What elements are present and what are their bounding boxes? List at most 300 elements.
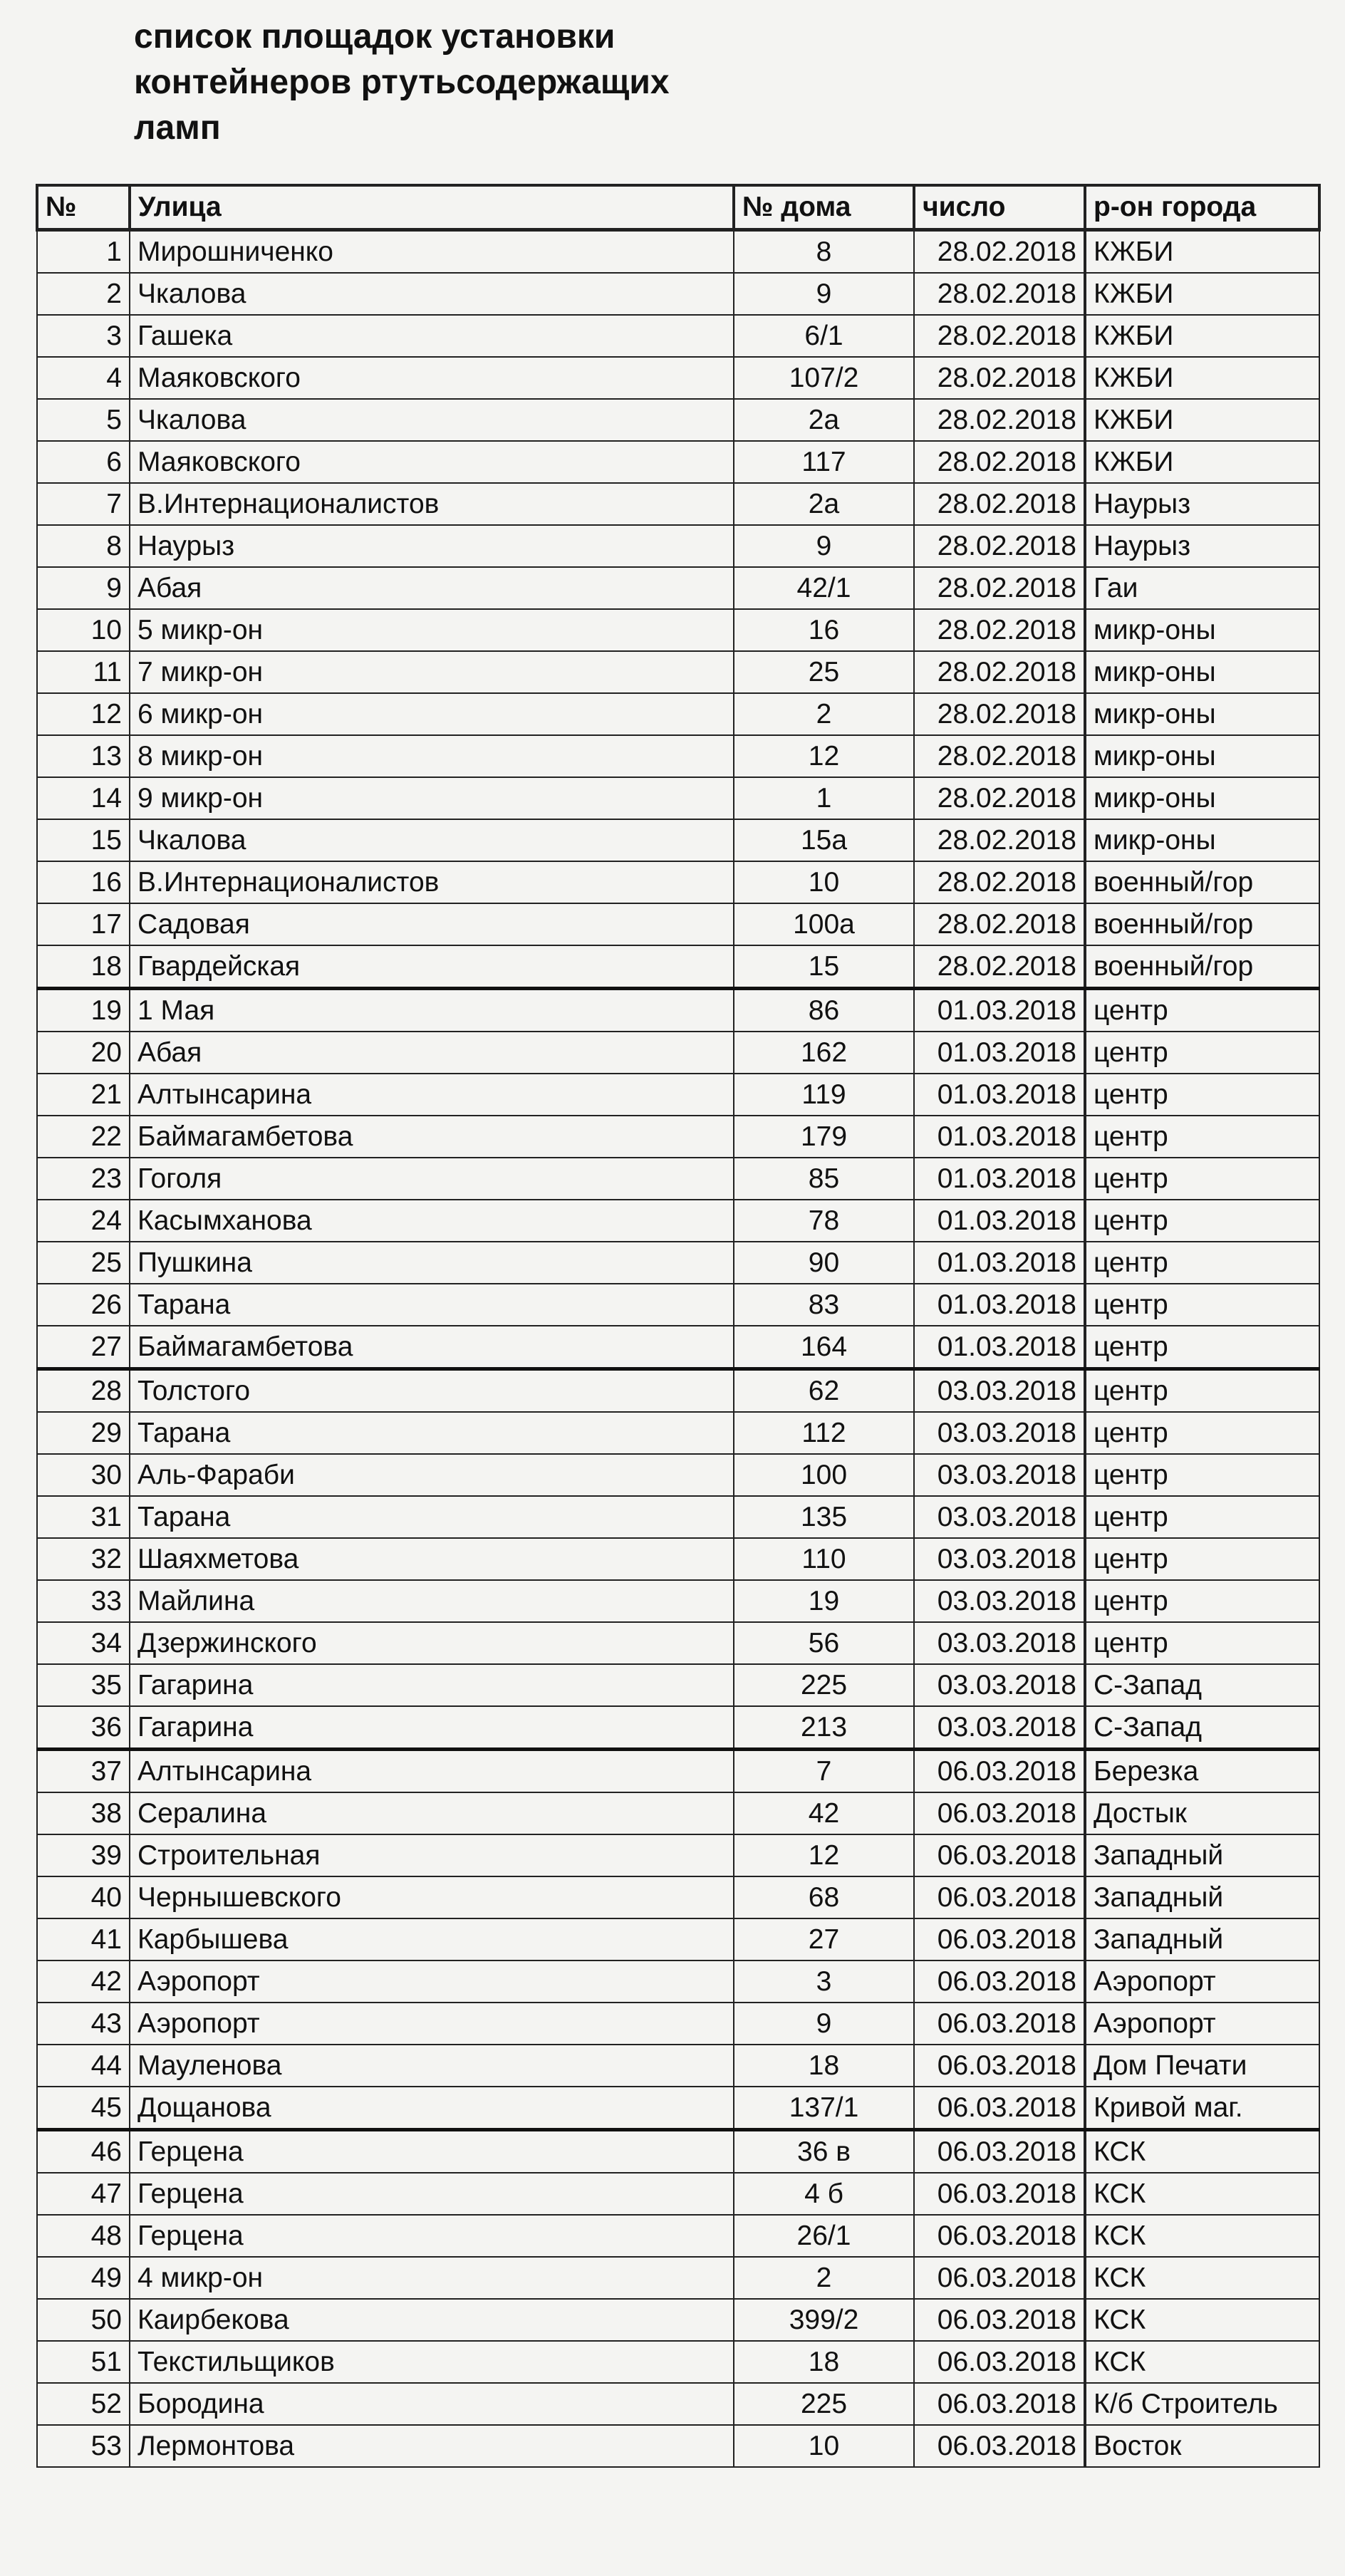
row-number: 31 — [37, 1496, 130, 1538]
date-cell: 28.02.2018 — [914, 273, 1085, 315]
street-name: Гагарина — [130, 1706, 734, 1750]
house-number: 107/2 — [734, 357, 914, 399]
street-name: Алтынсарина — [130, 1750, 734, 1793]
row-number: 1 — [37, 230, 130, 274]
house-number: 62 — [734, 1369, 914, 1413]
house-number: 18 — [734, 2341, 914, 2383]
row-number: 25 — [37, 1242, 130, 1284]
district-cell: центр — [1085, 1454, 1319, 1496]
row-number: 5 — [37, 399, 130, 441]
district-cell: Аэропорт — [1085, 2003, 1319, 2045]
street-name: Чкалова — [130, 399, 734, 441]
street-name: Гагарина — [130, 1664, 734, 1706]
date-cell: 01.03.2018 — [914, 1200, 1085, 1242]
district-cell: КЖБИ — [1085, 230, 1319, 274]
sites-table — [36, 184, 1321, 2468]
column-header-street: Улица — [130, 185, 734, 230]
column-header-date: число — [914, 185, 1085, 230]
date-cell: 28.02.2018 — [914, 525, 1085, 567]
row-number: 22 — [37, 1116, 130, 1158]
house-number: 56 — [734, 1622, 914, 1664]
house-number: 135 — [734, 1496, 914, 1538]
row-number: 21 — [37, 1074, 130, 1116]
street-name: Шаяхметова — [130, 1538, 734, 1580]
district-cell: С-Запад — [1085, 1664, 1319, 1706]
table-row — [37, 861, 1319, 903]
district-cell: КСК — [1085, 2299, 1319, 2341]
date-cell: 06.03.2018 — [914, 2299, 1085, 2341]
row-number: 27 — [37, 1326, 130, 1369]
table-row — [37, 2003, 1319, 2045]
row-number: 9 — [37, 567, 130, 609]
district-cell: военный/гор — [1085, 945, 1319, 989]
district-cell: КЖБИ — [1085, 315, 1319, 357]
row-number: 33 — [37, 1580, 130, 1622]
district-cell: КЖБИ — [1085, 273, 1319, 315]
table-row — [37, 1538, 1319, 1580]
street-name: Гвардейская — [130, 945, 734, 989]
street-name: Мирошниченко — [130, 230, 734, 274]
district-cell: микр-оны — [1085, 819, 1319, 861]
table-row — [37, 1664, 1319, 1706]
row-number: 7 — [37, 483, 130, 525]
date-cell: 28.02.2018 — [914, 777, 1085, 819]
house-number: 3 — [734, 1960, 914, 2003]
district-cell: КЖБИ — [1085, 357, 1319, 399]
date-cell: 01.03.2018 — [914, 1032, 1085, 1074]
district-cell: центр — [1085, 1496, 1319, 1538]
street-name: Алтынсарина — [130, 1074, 734, 1116]
table-row — [37, 1876, 1319, 1918]
house-number: 16 — [734, 609, 914, 651]
row-number: 10 — [37, 609, 130, 651]
date-cell: 06.03.2018 — [914, 2425, 1085, 2467]
row-number: 40 — [37, 1876, 130, 1918]
row-number: 26 — [37, 1284, 130, 1326]
district-cell: Дом Печати — [1085, 2045, 1319, 2087]
table-row — [37, 399, 1319, 441]
table-row — [37, 2045, 1319, 2087]
house-number: 42 — [734, 1792, 914, 1834]
house-number: 6/1 — [734, 315, 914, 357]
row-number: 38 — [37, 1792, 130, 1834]
street-name: 9 микр-он — [130, 777, 734, 819]
house-number: 2 — [734, 693, 914, 735]
table-row — [37, 945, 1319, 989]
house-number: 2а — [734, 399, 914, 441]
date-cell: 06.03.2018 — [914, 2257, 1085, 2299]
date-cell: 28.02.2018 — [914, 819, 1085, 861]
table-row — [37, 357, 1319, 399]
table-row — [37, 273, 1319, 315]
row-number: 12 — [37, 693, 130, 735]
date-cell: 28.02.2018 — [914, 399, 1085, 441]
street-name: Касымханова — [130, 1200, 734, 1242]
table-row — [37, 609, 1319, 651]
house-number: 100а — [734, 903, 914, 945]
house-number: 9 — [734, 2003, 914, 2045]
date-cell: 01.03.2018 — [914, 1074, 1085, 1116]
table-row — [37, 903, 1319, 945]
street-name: Мауленова — [130, 2045, 734, 2087]
date-cell: 03.03.2018 — [914, 1664, 1085, 1706]
row-number: 19 — [37, 989, 130, 1032]
street-name: Гоголя — [130, 1158, 734, 1200]
house-number: 112 — [734, 1412, 914, 1454]
table-row — [37, 2215, 1319, 2257]
table-row — [37, 2425, 1319, 2467]
date-cell: 06.03.2018 — [914, 2130, 1085, 2174]
date-cell: 06.03.2018 — [914, 1834, 1085, 1876]
table-row — [37, 1622, 1319, 1664]
district-cell: КСК — [1085, 2341, 1319, 2383]
date-cell: 28.02.2018 — [914, 567, 1085, 609]
street-name: Лермонтова — [130, 2425, 734, 2467]
date-cell: 03.03.2018 — [914, 1412, 1085, 1454]
house-number: 9 — [734, 273, 914, 315]
house-number: 4 б — [734, 2173, 914, 2215]
district-cell: центр — [1085, 1242, 1319, 1284]
district-cell: микр-оны — [1085, 735, 1319, 777]
district-cell: Западный — [1085, 1918, 1319, 1960]
street-name: Тарана — [130, 1496, 734, 1538]
row-number: 32 — [37, 1538, 130, 1580]
date-cell: 06.03.2018 — [914, 2087, 1085, 2130]
house-number: 15 — [734, 945, 914, 989]
house-number: 90 — [734, 1242, 914, 1284]
street-name: 8 микр-он — [130, 735, 734, 777]
street-name: Герцена — [130, 2173, 734, 2215]
page-title — [134, 14, 747, 151]
street-name: Гашека — [130, 315, 734, 357]
row-number: 43 — [37, 2003, 130, 2045]
district-cell: Аэропорт — [1085, 1960, 1319, 2003]
district-cell: Западный — [1085, 1834, 1319, 1876]
date-cell: 28.02.2018 — [914, 441, 1085, 483]
house-number: 10 — [734, 861, 914, 903]
district-cell: КЖБИ — [1085, 441, 1319, 483]
table-row — [37, 1750, 1319, 1793]
house-number: 68 — [734, 1876, 914, 1918]
house-number: 7 — [734, 1750, 914, 1793]
street-name: 5 микр-он — [130, 609, 734, 651]
district-cell: центр — [1085, 1158, 1319, 1200]
district-cell: центр — [1085, 1580, 1319, 1622]
street-name: Аэропорт — [130, 2003, 734, 2045]
table-row — [37, 2341, 1319, 2383]
house-number: 100 — [734, 1454, 914, 1496]
date-cell: 06.03.2018 — [914, 2003, 1085, 2045]
street-name: Тарана — [130, 1284, 734, 1326]
row-number: 48 — [37, 2215, 130, 2257]
house-number: 86 — [734, 989, 914, 1032]
house-number: 119 — [734, 1074, 914, 1116]
date-cell: 06.03.2018 — [914, 1792, 1085, 1834]
district-cell: Достык — [1085, 1792, 1319, 1834]
date-cell: 28.02.2018 — [914, 861, 1085, 903]
street-name: В.Интернационалистов — [130, 861, 734, 903]
house-number: 213 — [734, 1706, 914, 1750]
district-cell: С-Запад — [1085, 1706, 1319, 1750]
date-cell: 01.03.2018 — [914, 989, 1085, 1032]
house-number: 164 — [734, 1326, 914, 1369]
date-cell: 28.02.2018 — [914, 903, 1085, 945]
house-number: 9 — [734, 525, 914, 567]
row-number: 8 — [37, 525, 130, 567]
house-number: 26/1 — [734, 2215, 914, 2257]
house-number: 10 — [734, 2425, 914, 2467]
street-name: Баймагамбетова — [130, 1116, 734, 1158]
district-cell: Березка — [1085, 1750, 1319, 1793]
district-cell: микр-оны — [1085, 651, 1319, 693]
table-row — [37, 1242, 1319, 1284]
date-cell: 01.03.2018 — [914, 1242, 1085, 1284]
row-number: 2 — [37, 273, 130, 315]
district-cell: центр — [1085, 1369, 1319, 1413]
house-number: 83 — [734, 1284, 914, 1326]
table-row — [37, 1032, 1319, 1074]
district-cell: центр — [1085, 1200, 1319, 1242]
title-line: контейнеров ртутьсодержащих — [134, 63, 670, 101]
table-row — [37, 735, 1319, 777]
column-header-number: № — [37, 185, 130, 230]
table-row — [37, 1496, 1319, 1538]
date-cell: 28.02.2018 — [914, 315, 1085, 357]
house-number: 36 в — [734, 2130, 914, 2174]
house-number: 137/1 — [734, 2087, 914, 2130]
house-number: 2а — [734, 483, 914, 525]
title-line: список площадок установки — [134, 18, 616, 56]
district-cell: КСК — [1085, 2173, 1319, 2215]
street-name: Герцена — [130, 2215, 734, 2257]
date-cell: 06.03.2018 — [914, 1876, 1085, 1918]
house-number: 8 — [734, 230, 914, 274]
table-row — [37, 1116, 1319, 1158]
date-cell: 03.03.2018 — [914, 1538, 1085, 1580]
row-number: 11 — [37, 651, 130, 693]
house-number: 162 — [734, 1032, 914, 1074]
house-number: 19 — [734, 1580, 914, 1622]
house-number: 117 — [734, 441, 914, 483]
table-row — [37, 777, 1319, 819]
date-cell: 28.02.2018 — [914, 735, 1085, 777]
house-number: 1 — [734, 777, 914, 819]
street-name: Садовая — [130, 903, 734, 945]
date-cell: 06.03.2018 — [914, 2215, 1085, 2257]
table-row — [37, 441, 1319, 483]
district-cell: Западный — [1085, 1876, 1319, 1918]
district-cell: центр — [1085, 1412, 1319, 1454]
table-row — [37, 2257, 1319, 2299]
district-cell: центр — [1085, 989, 1319, 1032]
street-name: Каирбекова — [130, 2299, 734, 2341]
district-cell: центр — [1085, 1116, 1319, 1158]
date-cell: 28.02.2018 — [914, 357, 1085, 399]
row-number: 46 — [37, 2130, 130, 2174]
district-cell: КСК — [1085, 2215, 1319, 2257]
row-number: 42 — [37, 1960, 130, 2003]
table-row — [37, 1284, 1319, 1326]
district-cell: центр — [1085, 1538, 1319, 1580]
date-cell: 06.03.2018 — [914, 1960, 1085, 2003]
district-cell: КЖБИ — [1085, 399, 1319, 441]
date-cell: 06.03.2018 — [914, 2045, 1085, 2087]
street-name: Аль-Фараби — [130, 1454, 734, 1496]
row-number: 41 — [37, 1918, 130, 1960]
row-number: 23 — [37, 1158, 130, 1200]
house-number: 12 — [734, 735, 914, 777]
table-row — [37, 567, 1319, 609]
street-name: Текстильщиков — [130, 2341, 734, 2383]
row-number: 24 — [37, 1200, 130, 1242]
street-name: Герцена — [130, 2130, 734, 2174]
table-row — [37, 2087, 1319, 2130]
date-cell: 03.03.2018 — [914, 1369, 1085, 1413]
row-number: 29 — [37, 1412, 130, 1454]
row-number: 30 — [37, 1454, 130, 1496]
table-row — [37, 819, 1319, 861]
table-row — [37, 2383, 1319, 2425]
street-name: 4 микр-он — [130, 2257, 734, 2299]
street-name: Дзержинского — [130, 1622, 734, 1664]
street-name: В.Интернационалистов — [130, 483, 734, 525]
table-row — [37, 315, 1319, 357]
table-row — [37, 1158, 1319, 1200]
street-name: Пушкина — [130, 1242, 734, 1284]
table-row — [37, 1369, 1319, 1413]
street-name: 1 Мая — [130, 989, 734, 1032]
row-number: 50 — [37, 2299, 130, 2341]
table-row — [37, 1918, 1319, 1960]
street-name: Толстого — [130, 1369, 734, 1413]
table-row — [37, 1326, 1319, 1369]
date-cell: 01.03.2018 — [914, 1326, 1085, 1369]
row-number: 47 — [37, 2173, 130, 2215]
street-name: Баймагамбетова — [130, 1326, 734, 1369]
street-name: 7 микр-он — [130, 651, 734, 693]
date-cell: 28.02.2018 — [914, 651, 1085, 693]
street-name: Наурыз — [130, 525, 734, 567]
district-cell: центр — [1085, 1074, 1319, 1116]
row-number: 39 — [37, 1834, 130, 1876]
row-number: 14 — [37, 777, 130, 819]
house-number: 225 — [734, 2383, 914, 2425]
table-row — [37, 1580, 1319, 1622]
street-name: Дощанова — [130, 2087, 734, 2130]
row-number: 13 — [37, 735, 130, 777]
street-name: Бородина — [130, 2383, 734, 2425]
date-cell: 06.03.2018 — [914, 2383, 1085, 2425]
street-name: Чернышевского — [130, 1876, 734, 1918]
table-row — [37, 1834, 1319, 1876]
street-name: Чкалова — [130, 819, 734, 861]
row-number: 16 — [37, 861, 130, 903]
district-cell: Кривой маг. — [1085, 2087, 1319, 2130]
row-number: 18 — [37, 945, 130, 989]
row-number: 53 — [37, 2425, 130, 2467]
street-name: Маяковского — [130, 357, 734, 399]
title-line: ламп — [134, 109, 221, 147]
street-name: Маяковского — [130, 441, 734, 483]
table-row — [37, 483, 1319, 525]
table-row — [37, 693, 1319, 735]
table-row — [37, 1454, 1319, 1496]
table-body — [37, 230, 1319, 2468]
district-cell: Наурыз — [1085, 525, 1319, 567]
date-cell: 28.02.2018 — [914, 609, 1085, 651]
table-row — [37, 1792, 1319, 1834]
row-number: 44 — [37, 2045, 130, 2087]
table-row — [37, 2299, 1319, 2341]
street-name: Майлина — [130, 1580, 734, 1622]
house-number: 225 — [734, 1664, 914, 1706]
house-number: 27 — [734, 1918, 914, 1960]
row-number: 15 — [37, 819, 130, 861]
date-cell: 01.03.2018 — [914, 1158, 1085, 1200]
table-row — [37, 1960, 1319, 2003]
district-cell: центр — [1085, 1622, 1319, 1664]
street-name: Строительная — [130, 1834, 734, 1876]
street-name: Карбышева — [130, 1918, 734, 1960]
table-row — [37, 651, 1319, 693]
district-cell: микр-оны — [1085, 609, 1319, 651]
row-number: 4 — [37, 357, 130, 399]
column-header-district: р-он города — [1085, 185, 1319, 230]
row-number: 52 — [37, 2383, 130, 2425]
date-cell: 28.02.2018 — [914, 945, 1085, 989]
date-cell: 06.03.2018 — [914, 1750, 1085, 1793]
house-number: 15а — [734, 819, 914, 861]
table-row — [37, 1706, 1319, 1750]
date-cell: 28.02.2018 — [914, 230, 1085, 274]
date-cell: 03.03.2018 — [914, 1622, 1085, 1664]
date-cell: 06.03.2018 — [914, 2341, 1085, 2383]
house-number: 78 — [734, 1200, 914, 1242]
row-number: 37 — [37, 1750, 130, 1793]
row-number: 28 — [37, 1369, 130, 1413]
district-cell: Гаи — [1085, 567, 1319, 609]
row-number: 20 — [37, 1032, 130, 1074]
district-cell: КСК — [1085, 2257, 1319, 2299]
date-cell: 01.03.2018 — [914, 1284, 1085, 1326]
house-number: 42/1 — [734, 567, 914, 609]
table-header-row — [37, 185, 1319, 230]
table-row — [37, 1200, 1319, 1242]
date-cell: 03.03.2018 — [914, 1580, 1085, 1622]
date-cell: 28.02.2018 — [914, 483, 1085, 525]
house-number: 110 — [734, 1538, 914, 1580]
date-cell: 06.03.2018 — [914, 1918, 1085, 1960]
house-number: 25 — [734, 651, 914, 693]
house-number: 399/2 — [734, 2299, 914, 2341]
district-cell: микр-оны — [1085, 693, 1319, 735]
house-number: 179 — [734, 1116, 914, 1158]
row-number: 45 — [37, 2087, 130, 2130]
house-number: 85 — [734, 1158, 914, 1200]
street-name: Аэропорт — [130, 1960, 734, 2003]
street-name: Тарана — [130, 1412, 734, 1454]
row-number: 51 — [37, 2341, 130, 2383]
table-row — [37, 2130, 1319, 2174]
district-cell: КСК — [1085, 2130, 1319, 2174]
district-cell: центр — [1085, 1032, 1319, 1074]
row-number: 36 — [37, 1706, 130, 1750]
district-cell: К/б Строитель — [1085, 2383, 1319, 2425]
date-cell: 03.03.2018 — [914, 1454, 1085, 1496]
table-row — [37, 989, 1319, 1032]
table-row — [37, 1074, 1319, 1116]
date-cell: 01.03.2018 — [914, 1116, 1085, 1158]
